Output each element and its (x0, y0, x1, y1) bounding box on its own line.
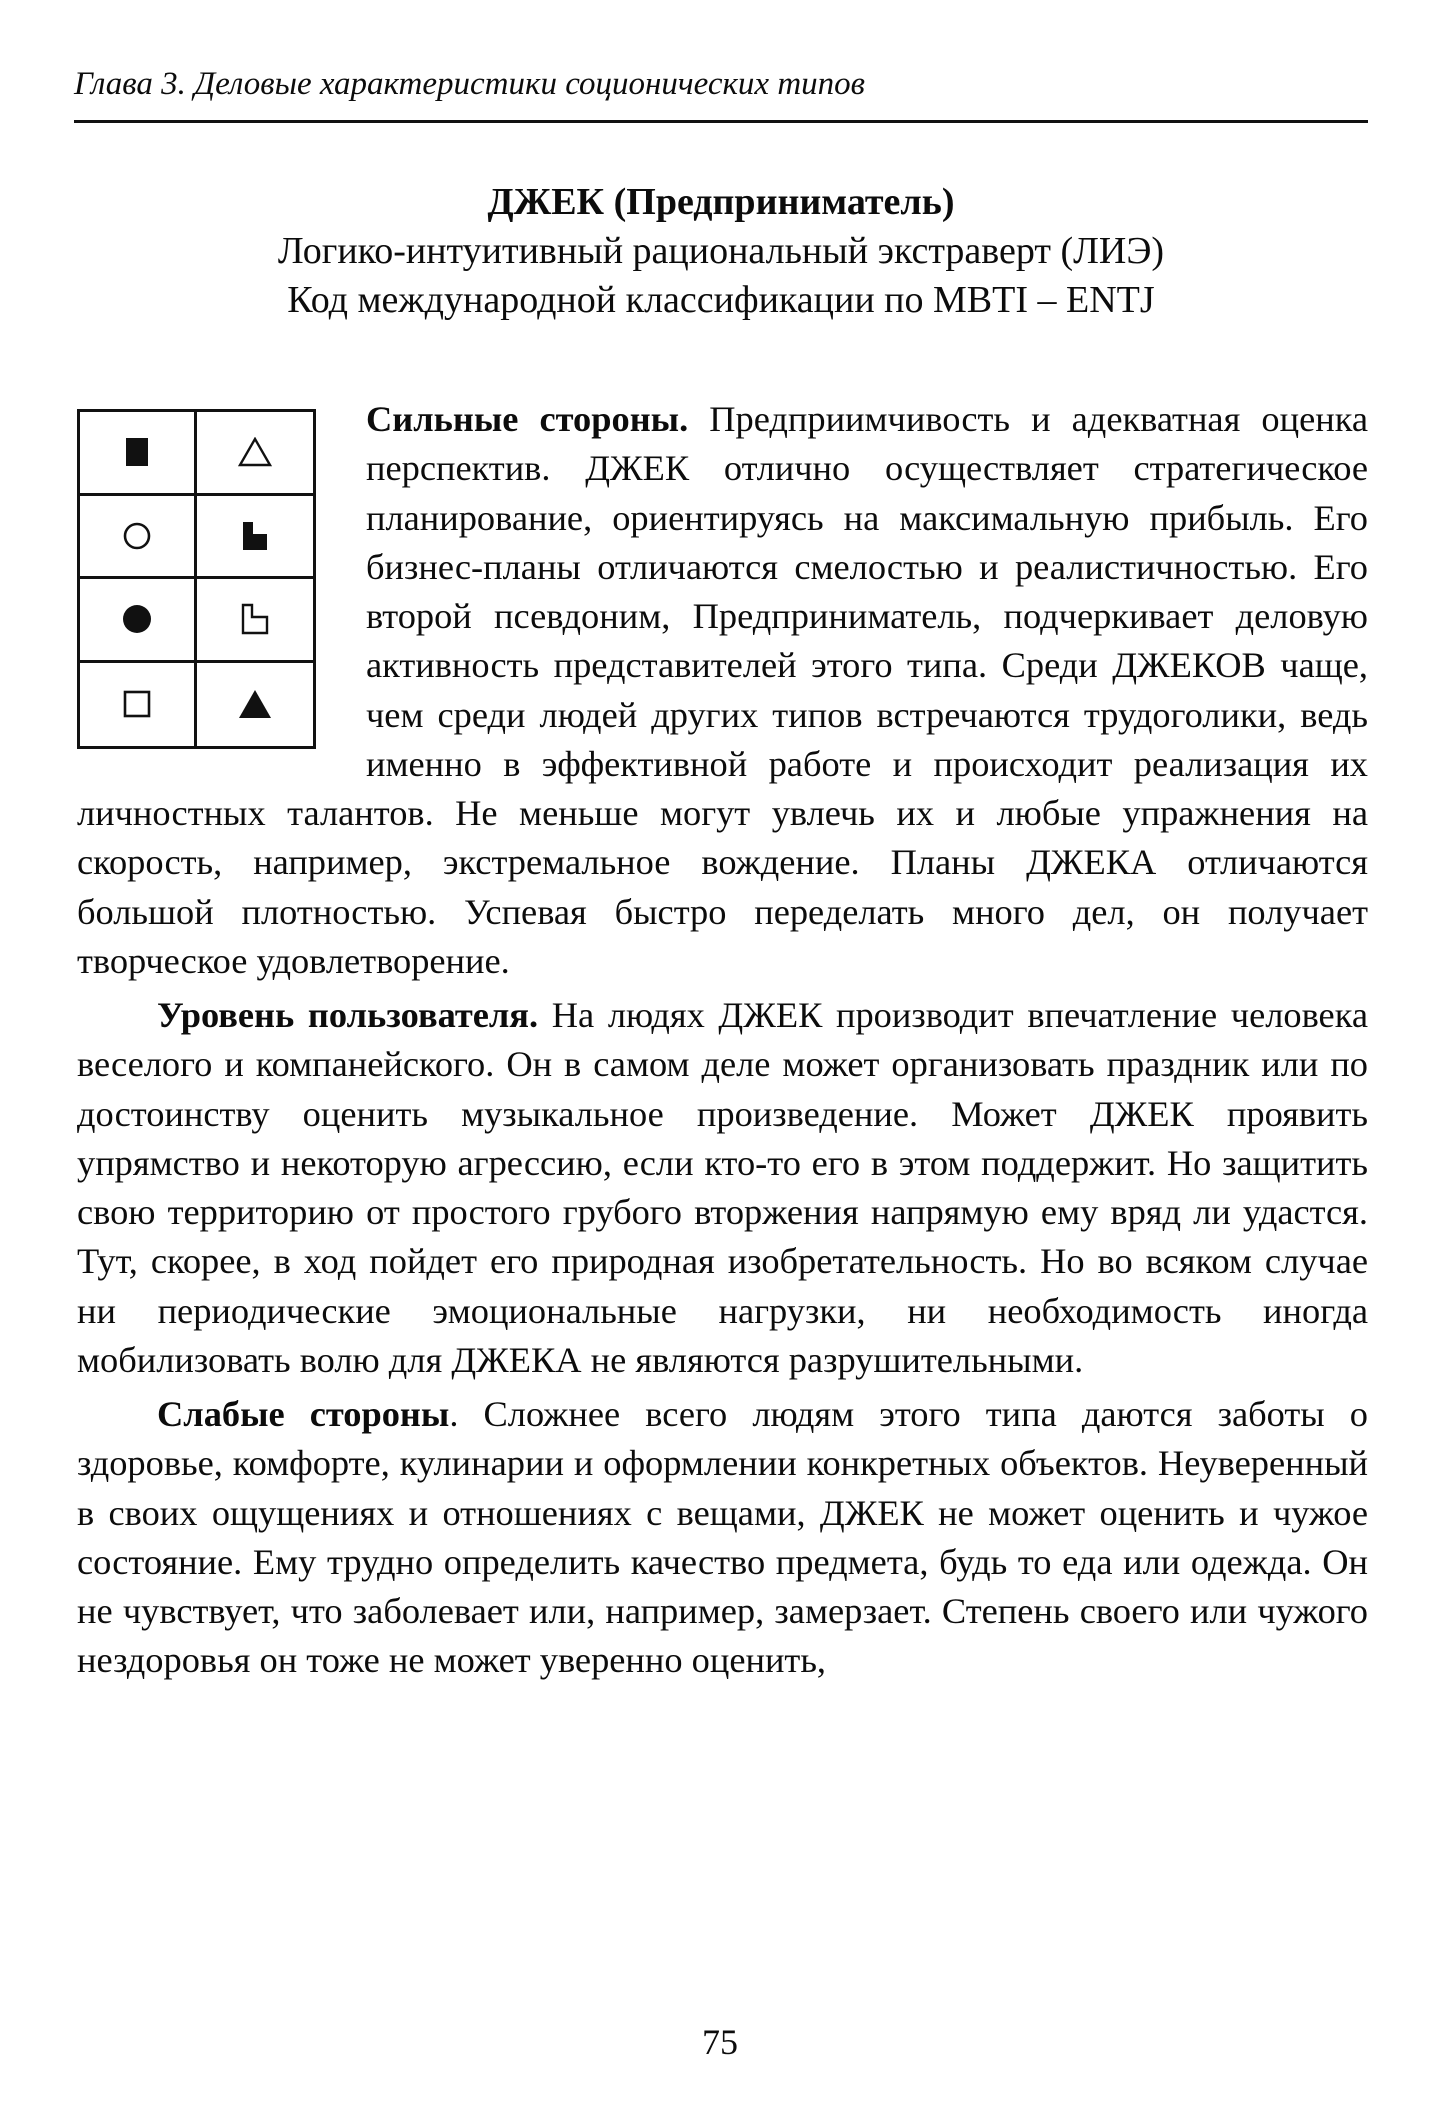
grid-cell (80, 412, 197, 496)
outline-corner-icon (241, 603, 269, 635)
grid-cell (197, 579, 314, 663)
grid-cell (197, 663, 314, 747)
section-weaknesses (77, 1390, 1368, 1686)
section-heading: Сильные стороны. (366, 399, 689, 439)
section-text: На людях ДЖЕК производит впечатление человека веселого и компанейского. Он в самом деле может организовать праздник или по достоинству оценить музыкальное произведение. Может ДЖЕК проявить упрямство и некоторую агрессию, если кто-то его в этом поддержит. Но защитить свою территорию от простого грубого вторжения напрямую ему вряд ли удастся. Тут, скорее, в ход пойдет его природная изобретательность. Но во всяком случае ни периодические эмоциональные нагрузки, ни необходимость иногда мобилизовать волю для ДЖЕКА не являются разрушительными. (77, 995, 1368, 1380)
grid-cell (80, 663, 197, 747)
section-text: Предприимчивость и адекватная оценка перспектив. ДЖЕК отлично осуществляет стратегическое планирование, ориентируясь на максимальную прибыль. Его бизнес-планы отличаются смелостью и реалистичностью. Его второй псевдоним, Предприниматель, подчеркивает деловую активность представителей этого типа. Среди ДЖЕКОВ чаще, чем среди людей других типов встречаются трудоголики, ведь именно в эффективной работе и происходит реализация их личностных талантов. Не меньше могут увлечь их и любые упражнения на скорость, например, экстремальное вождение. Планы ДЖЕКА отличаются большой плотностью. Успевая быстро переделать много дел, он получает творческое удовлетворение. (77, 399, 1368, 981)
filled-square-icon (125, 437, 149, 467)
section-user-level (77, 991, 1368, 1385)
grid-cell (197, 412, 314, 496)
section-heading: Уровень пользователя. (157, 995, 539, 1035)
outline-square-icon (123, 690, 151, 718)
grid-cell (80, 496, 197, 580)
mbti-code-line: Код международной классификации по MBTI – ENTJ (287, 279, 1155, 321)
outline-triangle-icon (238, 437, 272, 467)
type-title: ДЖЕК (Предприниматель) (487, 181, 955, 223)
header-rule (74, 120, 1368, 123)
type-subtitle: Логико-интуитивный рациональный экстраверт (ЛИЭ) (277, 230, 1165, 272)
section-text: . Сложнее всего людям этого типа даются заботы о здоровье, комфорте, кулинарии и оформлении конкретных объектов. Неуверенный в своих ощущениях и отношениях с вещами, ДЖЕК не может оценить и чужое состояние. Ему трудно определить качество предмета, будь то еда или одежда. Он не чувствует, что заболевает или, например, замерзает. Степень своего или чужого нездоровья он тоже не может уверенно оценить, (77, 1394, 1369, 1681)
filled-circle-icon (121, 603, 153, 635)
filled-corner-icon (241, 520, 269, 552)
outline-circle-icon (122, 521, 152, 551)
running-header: Глава 3. Деловые характеристики соционических типов (74, 66, 865, 102)
page-number: 75 (702, 2022, 738, 2062)
grid-cell (197, 496, 314, 580)
article-body (77, 395, 1368, 1691)
section-heading: Слабые стороны (157, 1394, 450, 1434)
function-symbols-grid (77, 409, 316, 749)
title-block (74, 178, 1368, 325)
filled-triangle-icon (238, 689, 272, 719)
grid-cell (80, 579, 197, 663)
